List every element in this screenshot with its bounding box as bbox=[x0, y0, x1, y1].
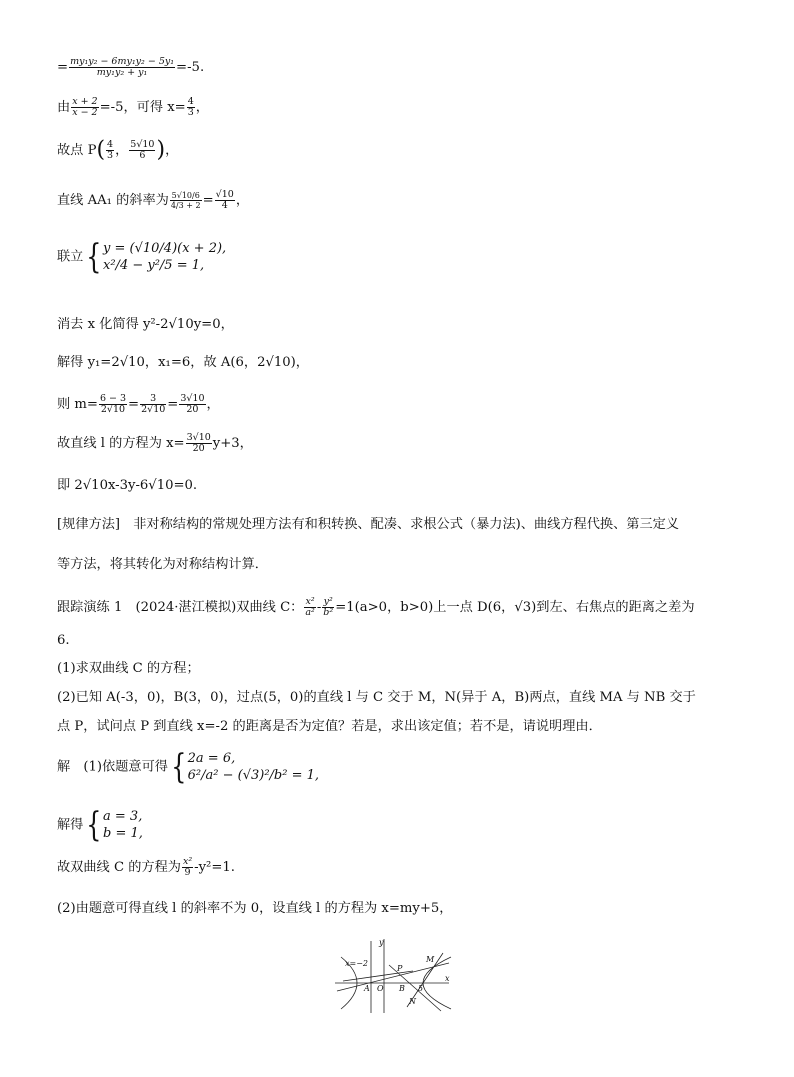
solution-result bbox=[57, 805, 143, 845]
line-tail: ， bbox=[235, 193, 250, 208]
fraction-m-2 bbox=[140, 394, 166, 415]
hyperbola-equation bbox=[57, 857, 235, 878]
line-tail: ， bbox=[165, 143, 179, 158]
fraction-x bbox=[71, 97, 98, 118]
equals-sign: = bbox=[202, 193, 214, 208]
fraction-m-3 bbox=[179, 394, 205, 415]
system-row-1: 2a = 6, bbox=[187, 751, 236, 766]
label-y-axis: y bbox=[379, 938, 384, 947]
label-point-a: A bbox=[364, 984, 370, 993]
line-solve-y1: 解得 y₁=2√10，x₁=6，故 A(6，2√10)， bbox=[57, 355, 309, 370]
fraction-coef bbox=[186, 433, 212, 454]
equals-sign: = bbox=[57, 60, 69, 75]
label-point-p: P bbox=[397, 964, 403, 973]
line-pa bbox=[343, 971, 413, 981]
problem-part-1: (1)求双曲线 C 的方程； bbox=[57, 661, 200, 676]
left-brace: { bbox=[86, 237, 102, 277]
line-eliminate-x: 消去 x 化简得 y²-2√10y=0， bbox=[57, 317, 234, 332]
equation-system bbox=[188, 750, 319, 784]
fraction-numerator: 4 bbox=[187, 96, 194, 107]
minus-sign: - bbox=[316, 600, 322, 615]
fraction-denominator: x − 2 bbox=[72, 107, 98, 118]
paren-open: ( bbox=[96, 137, 106, 163]
line-equation-l bbox=[57, 433, 253, 454]
line-prefix: 故直线 l 的方程为 x= bbox=[57, 436, 185, 451]
fraction-denominator: 3 bbox=[107, 150, 114, 161]
equation-system bbox=[103, 240, 226, 274]
line-prefix: 则 m= bbox=[57, 397, 98, 412]
fraction-denominator: 20 bbox=[186, 404, 199, 415]
label-x-axis: x bbox=[445, 974, 450, 983]
fraction-denominator: 2√10 bbox=[141, 404, 166, 415]
fraction-numerator: 5√10/6 bbox=[171, 191, 200, 200]
line-compute-m: 则 m= $\frac{6 - 3}{2√10}$ = $\frac{3}{2√10}$ = $\frac{3√10}{20}$ ， bbox=[57, 393, 220, 415]
problem-statement-line-2: 6. bbox=[57, 633, 70, 648]
line-tail: =-5. bbox=[176, 60, 205, 75]
part-2-setup: (2)由题意可得直线 l 的斜率不为 0，设直线 l 的方程为 x=my+5， bbox=[57, 901, 453, 916]
line-system-combine bbox=[57, 237, 227, 277]
line-tail: =1(a>0，b>0)上一点 D(6，√3)到左、右焦点的距离之差为 bbox=[335, 600, 695, 615]
line-tail: y+3， bbox=[212, 436, 253, 451]
hyperbola-figure bbox=[333, 935, 455, 1015]
line-middle: =-5，可得 x= bbox=[99, 100, 186, 115]
line-tail: ， bbox=[206, 397, 220, 412]
fraction-denominator: a² bbox=[305, 607, 315, 618]
line-prefix: 联立 bbox=[57, 249, 84, 265]
fraction-denominator: 4 bbox=[221, 200, 228, 211]
left-brace: { bbox=[171, 747, 187, 787]
left-brace: { bbox=[86, 805, 102, 845]
fraction-numerator: x² bbox=[182, 856, 193, 867]
fraction-denominator: 6 bbox=[139, 150, 146, 161]
fraction-denominator: 2√10 bbox=[100, 404, 126, 415]
fraction-denominator: 9 bbox=[184, 867, 191, 878]
fraction-slope bbox=[170, 191, 202, 210]
equation-system bbox=[103, 808, 143, 842]
fraction-numerator: 3 bbox=[140, 394, 166, 405]
fraction-numerator: x² bbox=[305, 596, 315, 607]
fraction-value bbox=[187, 97, 195, 118]
fraction-numerator: 6 − 3 bbox=[99, 393, 127, 404]
paren-close: ) bbox=[156, 137, 166, 163]
line-prefix: 直线 AA₁ 的斜率为 bbox=[57, 193, 169, 208]
fraction-denominator: 4/3 + 2 bbox=[170, 201, 201, 210]
fraction-denominator: b² bbox=[323, 607, 334, 618]
label-point-m: M bbox=[426, 955, 435, 964]
system-row-2: b = 1, bbox=[103, 826, 143, 841]
problem-part-2-line-1: (2)已知 A(-3，0)，B(3，0)，过点(5，0)的直线 l 与 C 交于 M，N(异于 A，B)两点，直线 MA 与 NB 交于 bbox=[57, 690, 696, 705]
fraction-numerator: y² bbox=[323, 596, 333, 607]
system-row-2: x²/4 − y²/5 = 1, bbox=[103, 258, 205, 273]
system-row-1: y = (√10/4)(x + 2), bbox=[103, 241, 227, 256]
fraction-x2-a2 bbox=[304, 597, 315, 618]
method-note-line-1: [规律方法] 非对称结构的常规处理方法有和积转换、配凑、求根公式（暴力法)、曲线方程代换、第三定义 bbox=[57, 517, 680, 532]
problem-part-2-line-2: 点 P，试问点 P 到直线 x=-2 的距离是否为定值？若是，求出该定值；若不是，请说明理由． bbox=[57, 719, 602, 734]
fraction-slope-value bbox=[215, 190, 235, 211]
line-prefix: 由 bbox=[57, 100, 71, 115]
fraction-numerator: 4 bbox=[107, 139, 114, 150]
fraction-numerator: √10 bbox=[215, 189, 234, 200]
problem-statement-line-1 bbox=[57, 597, 695, 618]
label-origin: O bbox=[377, 984, 384, 993]
line-equation-general: 即 2√10x-3y-6√10=0. bbox=[57, 478, 198, 493]
line-solve-x bbox=[57, 97, 209, 118]
line-ratio-result bbox=[57, 57, 204, 78]
fraction-numerator: 3√10 bbox=[180, 393, 205, 404]
fraction-numerator: 3√10 bbox=[186, 432, 211, 443]
label-five: 5 bbox=[418, 984, 424, 993]
line-tail: -y²=1. bbox=[194, 860, 235, 875]
fraction-numerator: 5√10 bbox=[130, 139, 155, 150]
fraction-m-1 bbox=[99, 394, 127, 415]
line-point-p: 故点 P( $\frac{4}{3}$ ， $\frac{5√10}{6}$ )， bbox=[57, 137, 179, 163]
fraction-denominator: my₁y₂ + y₁ bbox=[96, 67, 148, 78]
fraction-numerator: my₁y₂ − 6my₁y₂ − 5y₁ bbox=[70, 56, 175, 67]
fraction-px bbox=[106, 140, 114, 161]
fraction-denominator: 20 bbox=[192, 443, 205, 454]
label-point-b: B bbox=[399, 984, 405, 993]
fraction-y2-b2 bbox=[322, 597, 334, 618]
solution-system bbox=[57, 747, 320, 787]
system-row-2: 6²/a² − (√3)²/b² = 1, bbox=[187, 768, 320, 783]
system-row-1: a = 3, bbox=[103, 809, 143, 824]
fraction-x2-9 bbox=[182, 857, 193, 878]
line-slope-aa1 bbox=[57, 190, 249, 211]
line-prefix: 解得 bbox=[57, 817, 84, 833]
line-tail: ， bbox=[195, 100, 209, 115]
fraction-py bbox=[129, 140, 155, 161]
fraction-denominator: 3 bbox=[187, 107, 194, 118]
fraction-numerator: x + 2 bbox=[72, 96, 98, 107]
label-line-x-neg2: x=−2 bbox=[345, 959, 369, 968]
line-prefix: 跟踪演练 1 (2024·湛江模拟)双曲线 C： bbox=[57, 600, 304, 615]
line-prefix: 故双曲线 C 的方程为 bbox=[57, 860, 181, 875]
method-note-line-2: 等方法，将其转化为对称结构计算． bbox=[57, 557, 268, 572]
fraction-ratio bbox=[69, 57, 175, 78]
label-point-n: N bbox=[409, 997, 416, 1006]
line-prefix: 故点 P bbox=[57, 143, 97, 158]
line-prefix: 解 (1)依题意可得 bbox=[57, 759, 168, 775]
